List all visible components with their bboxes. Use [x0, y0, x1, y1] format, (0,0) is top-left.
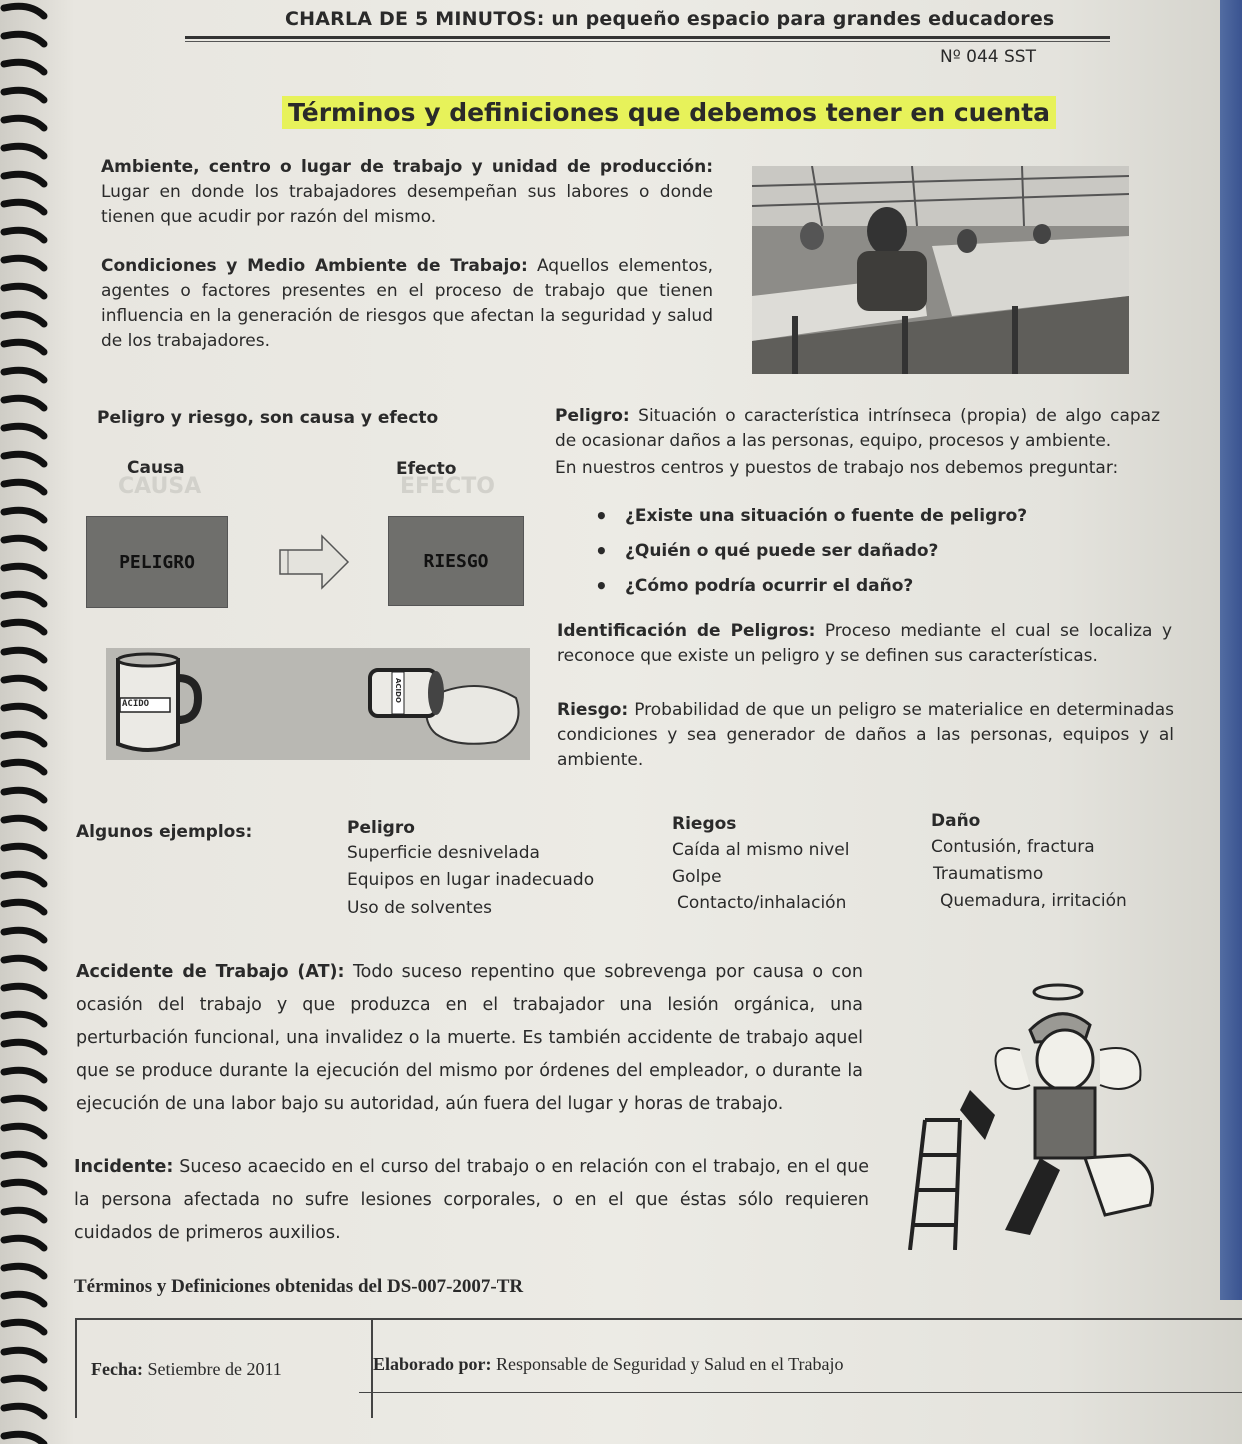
- spiral-coil: [4, 1434, 44, 1444]
- examples-header-dano: Daño: [931, 811, 981, 831]
- list-item: • ¿Quién o qué puede ser dañado?: [595, 541, 1027, 576]
- list-item: • ¿Existe una situación o fuente de peligro?: [595, 506, 1027, 541]
- spiral-coil: [4, 1154, 44, 1164]
- definition-ambiente: [101, 155, 713, 230]
- table-cell: Contacto/inhalación: [677, 893, 847, 913]
- examples-header-peligro: Peligro: [347, 818, 415, 838]
- fecha-label: Fecha:: [91, 1358, 143, 1379]
- spiral-coil: [4, 1350, 44, 1360]
- spiral-coil: [4, 566, 44, 576]
- mug-label: ACIDO: [122, 699, 150, 709]
- spiral-coil: [4, 398, 44, 408]
- table-cell: Quemadura, irritación: [940, 891, 1127, 911]
- spiral-coil: [4, 370, 44, 380]
- spiral-coil: [4, 1042, 44, 1052]
- spiral-coil: [4, 314, 44, 324]
- spiral-coil: [4, 594, 44, 604]
- accident-cartoon: [900, 980, 1170, 1250]
- spiral-coil: [4, 6, 44, 16]
- table-cell: Superficie desnivelada: [347, 843, 540, 863]
- arrow-right-icon: [278, 532, 350, 592]
- spiral-coil: [4, 230, 44, 240]
- spiral-coil: [4, 650, 44, 660]
- spiral-coil: [4, 62, 44, 72]
- spiral-coil: [4, 1378, 44, 1388]
- spiral-coil: [4, 678, 44, 688]
- elaborado-label: Elaborado por:: [373, 1354, 492, 1374]
- text-accidente: Todo suceso repentino que sobrevenga por causa o con ocasión del trabajo y que produzca en el trabajador una lesión orgánica, una perturbación funcional, una invalidez o la muerte. Es también accidente de trabajo aquel que se produce durante la ejecución del mismo por órdenes del empleador, o durante la ejecución de una labor bajo su autoridad, aún fuera del lugar y horas de trabajo.: [76, 962, 863, 1114]
- causa-efecto-heading: Peligro y riesgo, son causa y efecto: [97, 408, 439, 428]
- fecha-value: Setiembre de 2011: [147, 1358, 282, 1379]
- table-cell: Contusión, fractura: [931, 837, 1095, 857]
- text-peligro: Situación o característica intrínseca (propia) de algo capaz de ocasionar daños a las personas, equipo, procesos y ambiente.: [555, 406, 1161, 451]
- text-riesgo: Probabilidad de que un peligro se materialice en determinadas condiciones y sea generador de daños a las personas, equipos y al ambiente.: [557, 700, 1174, 770]
- header-title: CHARLA DE 5 MINUTOS: un pequeño espacio para grandes educadores: [285, 8, 1055, 30]
- spiral-coil: [4, 818, 44, 828]
- spiral-coil: [4, 426, 44, 436]
- spiral-coil: [4, 202, 44, 212]
- term-peligro: Peligro:: [555, 406, 630, 426]
- spiral-coil: [4, 706, 44, 716]
- spiral-coil: [4, 1406, 44, 1416]
- efecto-label: Efecto: [396, 459, 457, 479]
- spiral-coil: [4, 930, 44, 940]
- spiral-coil: [4, 118, 44, 128]
- spiral-coil: [4, 734, 44, 744]
- table-cell: Golpe: [672, 867, 722, 887]
- spiral-coil: [4, 986, 44, 996]
- spiral-coil: [4, 1070, 44, 1080]
- term-accidente: Accidente de Trabajo (AT):: [76, 962, 345, 982]
- spiral-coil: [4, 1322, 44, 1332]
- spiral-coil: [4, 454, 44, 464]
- header-divider: [185, 36, 1110, 39]
- definition-accidente: [76, 956, 863, 1121]
- spiral-coil: [4, 1126, 44, 1136]
- definition-condiciones: [101, 254, 713, 354]
- text-ambiente: Lugar en donde los trabajadores desempeñan sus labores o donde tienen que acudir por razón del mismo.: [101, 182, 713, 227]
- spiral-coil: [4, 846, 44, 856]
- spiral-coil: [4, 1098, 44, 1108]
- elaborado-value: Responsable de Seguridad y Salud en el Trabajo: [496, 1354, 844, 1374]
- spiral-coil: [4, 482, 44, 492]
- spiral-coil: [4, 286, 44, 296]
- examples-label: Algunos ejemplos:: [76, 822, 253, 842]
- spiral-coil: [4, 790, 44, 800]
- footer-divider: [359, 1392, 1242, 1393]
- term-condiciones: Condiciones y Medio Ambiente de Trabajo:: [101, 256, 528, 276]
- spiral-coil: [4, 622, 44, 632]
- efecto-ghost-text: EFECTO: [400, 474, 495, 499]
- spiral-coil: [4, 1294, 44, 1304]
- causa-label: Causa: [127, 458, 185, 478]
- spiral-coil: [4, 1182, 44, 1192]
- spiral-coil: [4, 902, 44, 912]
- can-label: ACIDO: [394, 678, 402, 703]
- page-title: Términos y definiciones que debemos tener en cuenta: [282, 96, 1056, 129]
- spiral-coil: [4, 90, 44, 100]
- source-note: Términos y Definiciones obtenidas del DS-007-2007-TR: [74, 1276, 524, 1297]
- footer-elaborado-cell: [373, 1320, 1233, 1418]
- definition-incidente: [74, 1151, 869, 1250]
- spiral-coil: [4, 1266, 44, 1276]
- table-cell: Traumatismo: [933, 864, 1044, 884]
- document-number: Nº 044 SST: [940, 47, 1036, 67]
- spiral-coil: [4, 1238, 44, 1248]
- spiral-coil: [4, 34, 44, 44]
- workplace-photo: [752, 166, 1129, 374]
- spiral-binding: [0, 0, 50, 1444]
- causa-ghost-text: CAUSA: [118, 474, 202, 499]
- spiral-coil: [4, 762, 44, 772]
- text-incidente: Suceso acaecido en el curso del trabajo o en relación con el trabajo, en el que la persona afectada no sufre lesiones corporales, o en el que éstas sólo requieren cuidados de primeros auxilios.: [74, 1157, 869, 1243]
- spiral-coil: [4, 258, 44, 268]
- footer-table: [75, 1318, 1242, 1418]
- term-identificacion: Identificación de Peligros:: [557, 621, 816, 641]
- list-item: • ¿Cómo podría ocurrir el daño?: [595, 576, 1027, 611]
- definition-peligro: [555, 404, 1160, 454]
- footer-fecha-cell: [77, 1320, 373, 1418]
- examples-header-riesgos: Riegos: [672, 814, 737, 834]
- peligro-box: PELIGRO: [86, 516, 228, 608]
- table-cell: Uso de solventes: [347, 898, 493, 918]
- term-riesgo: Riesgo:: [557, 700, 629, 720]
- table-cell: Equipos en lugar inadecuado: [347, 870, 595, 890]
- text-identificacion: Proceso mediante el cual se localiza y reconoce que existe un peligro y se definen sus características.: [557, 621, 1172, 666]
- spiral-coil: [4, 1210, 44, 1220]
- questions-list: [595, 506, 1027, 611]
- spiral-coil: [4, 174, 44, 184]
- spiral-coil: [4, 342, 44, 352]
- text-condiciones: Aquellos elementos, agentes o factores presentes en el proceso de trabajo que tienen influencia en la generación de riesgos que afectan la seguridad y salud de los trabajadores.: [101, 256, 713, 351]
- definition-identificacion: [557, 619, 1172, 669]
- definition-riesgo: [557, 698, 1174, 773]
- term-ambiente: Ambiente, centro o lugar de trabajo y unidad de producción:: [101, 157, 713, 177]
- cover-edge: [1220, 0, 1242, 1300]
- spiral-coil: [4, 874, 44, 884]
- term-incidente: Incidente:: [74, 1157, 174, 1177]
- spiral-coil: [4, 958, 44, 968]
- header-divider-thin: [185, 41, 1110, 42]
- preguntar-text: En nuestros centros y puestos de trabajo nos debemos preguntar:: [555, 458, 1119, 478]
- table-cell: Caída al mismo nivel: [672, 840, 850, 860]
- acid-illustration: [106, 648, 530, 760]
- spiral-coil: [4, 510, 44, 520]
- spiral-coil: [4, 538, 44, 548]
- spiral-coil: [4, 1014, 44, 1024]
- riesgo-box: RIESGO: [388, 516, 524, 606]
- spiral-coil: [4, 146, 44, 156]
